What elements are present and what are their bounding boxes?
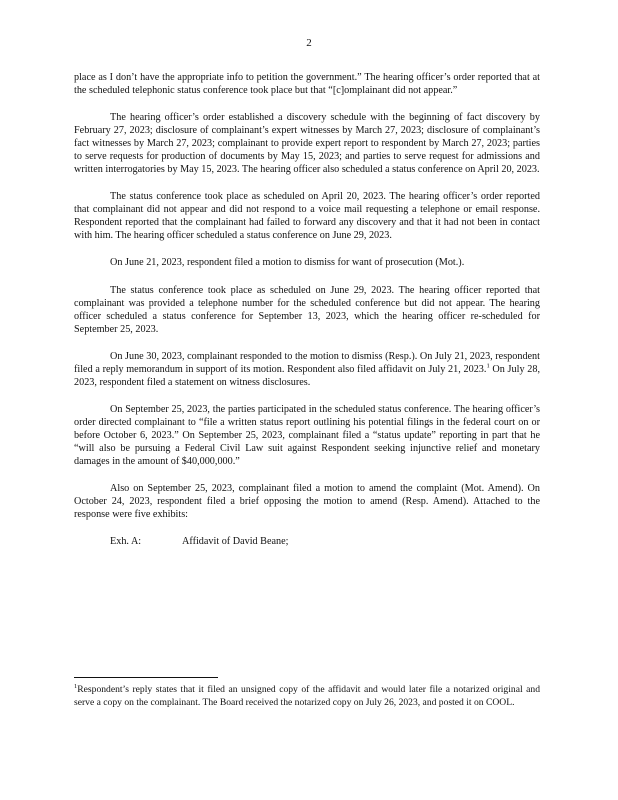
paragraph-june-status-conference: The status conference took place as scheduled on June 29, 2023. The hearing officer reported that complainant was provided a telephone number for the scheduled conference but did not appear. The hearing officer scheduled a status conference for September 13, 2023, which the hearing officer re-scheduled for September 25, 2023. [74,284,540,335]
paragraph-april-status-conference: The status conference took place as scheduled on April 20, 2023. The hearing officer’s order reported that complainant did not appear and did not respond to a voice mail requesting a telephone or email response. Respondent reported that the complainant had failed to forward any discovery and that it had not been in contact with him. The hearing officer scheduled a status conference on June 29, 2023. [74,191,540,242]
paragraph-september-status-conference: On September 25, 2023, the parties participated in the scheduled status conference. The hearing officer’s order directed complainant to “file a written status report outlining his potential filings in the federal court on or before October 6, 2023.” On September 25, 2023, complainant filed a “status update” reporting in part that he “will also be pursuing a Federal Civil Law suit against Respondent seeking injunctive relief and monetary damages in the amount of $40,000,000.” [74,404,540,467]
exhibit-label: Exh. A: [110,536,142,548]
page-number: 2 [306,37,312,49]
footnote-divider [74,677,218,678]
paragraph-motion-to-amend: Also on September 25, 2023, complainant filed a motion to amend the complaint (Mot. Amend). On October 24, 2023, respondent filed a brief opposing the motion to amend (Resp. Amend). Attached to the response were five exhibits: [74,483,540,521]
footnote-marker: 1 [74,682,78,690]
footnote-text: Respondent’s reply states that it filed an unsigned copy of the affidavit and would later file a notarized original and serve a copy on the complainant. The Board received the notarized copy on July 26, 2023, and posted it on COOL. [74,684,540,708]
footnote-reference: 1 [486,362,490,370]
document-body [74,72,540,549]
footnote [74,684,540,709]
paragraph-response-text-before: On June 30, 2023, complainant responded to the motion to dismiss (Resp.). On July 21, 2023, respondent filed a reply memorandum in support of its motion. Respondent also filed affidavit on July 21, 2023. [74,351,540,375]
paragraph-motion-to-dismiss: On June 21, 2023, respondent filed a motion to dismiss for want of prosecution (Mot.). [110,257,465,269]
paragraph-discovery-schedule: The hearing officer’s order established a discovery schedule with the beginning of fact discovery by February 27, 2023; disclosure of complainant’s expert witnesses by March 27, 2023; disclosure of complainant’s fact witnesses by March 27, 2023; complainant to provide expert report to respondent by March 27, 2023; parties to serve requests for production of documents by May 15, 2023; and parties to serve request for admissions and written interrogatories by May 15, 2023. The hearing officer also scheduled a status conference on April 20, 2023. [74,112,540,175]
paragraph-continuation: place as I don’t have the appropriate info to petition the government.” The hearing officer’s order reported that at the scheduled telephonic status conference took place but that “[c]omplainant did not appear.” [74,72,540,96]
paragraph-response-text-after: On July 28, 2023, respondent filed a statement on witness disclosures. [74,363,540,388]
exhibit-item [110,536,540,549]
exhibit-description: Affidavit of David Beane; [182,536,289,548]
paragraph-response-and-reply [74,351,540,390]
